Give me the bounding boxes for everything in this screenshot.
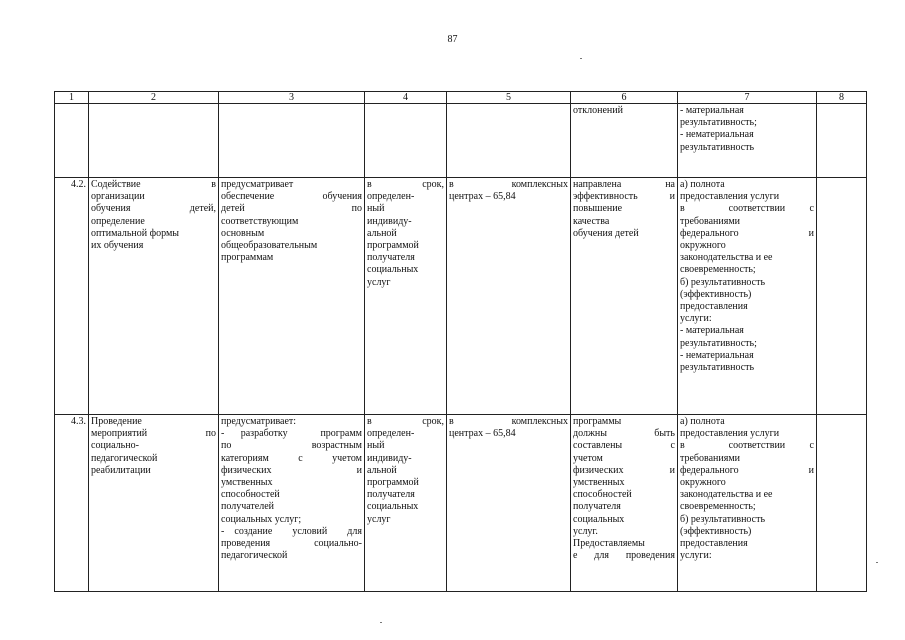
cell-line: оптимальной формы — [91, 227, 179, 239]
cell-line: требованиями — [680, 215, 741, 227]
cell-line: е для проведения — [573, 550, 675, 562]
cell-line: услуги: — [680, 550, 712, 562]
header-col-6: 6 — [571, 92, 678, 104]
cell-line: услуг — [367, 513, 391, 525]
header-col-7: 7 — [678, 92, 817, 104]
cell-line: - нематериальная — [680, 129, 754, 141]
cell-line: должны быть — [573, 428, 675, 440]
cell-description — [219, 104, 365, 178]
cell-line: а) полнота — [680, 416, 725, 427]
header-col-1: 1 — [55, 92, 89, 104]
cell-line: получателя — [367, 489, 415, 501]
cell-line: окружного — [680, 240, 726, 252]
cell-line: педагогической — [91, 452, 158, 464]
cell-line: предоставления — [680, 538, 748, 550]
cell-line: составлены с — [573, 440, 675, 452]
cell-line: б) результативность — [680, 276, 766, 288]
cell-line: качества — [573, 215, 610, 227]
cell-num: 4.2. — [55, 178, 89, 415]
cell-line: способностей — [573, 489, 632, 501]
cell-line: получателя — [573, 501, 621, 513]
cell-line: социально- — [91, 440, 139, 452]
cell-line: центрах – 65,84 — [449, 428, 516, 440]
cell-line: - материальная — [680, 105, 744, 116]
cell-line: результативность; — [680, 117, 757, 129]
cell-line: детей по — [221, 203, 362, 215]
cell-service-name — [89, 415, 219, 592]
cell-line: предоставления — [680, 301, 748, 313]
cell-line: социальных — [367, 264, 419, 276]
cell-col-8 — [817, 178, 867, 415]
header-col-5: 5 — [447, 92, 571, 104]
cell-line: услуги: — [680, 313, 712, 325]
cell-line: - разработку программ — [221, 428, 362, 440]
cell-line: (эффективность) — [680, 525, 752, 537]
cell-term — [365, 104, 447, 178]
cell-line: обучения детей — [573, 227, 639, 239]
cell-line: соответствующим — [221, 215, 299, 227]
cell-line: а) полнота — [680, 179, 725, 190]
cell-line: в соответствии с — [680, 203, 814, 215]
cell-line: в комплексных — [449, 416, 568, 427]
cell-line: программой — [367, 477, 419, 489]
cell-line: Проведение — [91, 416, 142, 427]
cell-line: определен- — [367, 428, 415, 440]
table-row-4-2 — [55, 178, 867, 415]
cell-tariff — [447, 415, 571, 592]
cell-line: Содействие в — [91, 179, 216, 190]
cell-line: программам — [221, 252, 274, 264]
cell-line: социальных — [573, 513, 625, 525]
cell-line: в срок, — [367, 179, 444, 190]
cell-line: законодательства и ее — [680, 489, 773, 501]
cell-description — [219, 178, 365, 415]
cell-line: предоставления услуги — [680, 428, 780, 440]
header-col-2: 2 — [89, 92, 219, 104]
services-table — [54, 91, 867, 592]
cell-line: требованиями — [680, 452, 741, 464]
cell-term — [365, 178, 447, 415]
cell-line: отклонений — [573, 105, 623, 116]
cell-line: педагогической — [221, 550, 288, 562]
scan-speck — [580, 58, 582, 59]
cell-line: предусматривает: — [221, 416, 297, 427]
cell-line: результативность — [680, 362, 755, 374]
cell-col-8 — [817, 415, 867, 592]
cell-line: Предоставляемы — [573, 538, 645, 550]
cell-line: физических и — [573, 464, 675, 476]
header-row — [55, 92, 867, 104]
cell-num — [55, 104, 89, 178]
cell-line: определен- — [367, 191, 415, 203]
cell-line: основным — [221, 227, 265, 239]
cell-line: физических и — [221, 464, 362, 476]
cell-service-name — [89, 178, 219, 415]
page-number: 87 — [447, 34, 458, 45]
scan-speck — [380, 622, 382, 623]
cell-line: проведения социально- — [221, 538, 362, 550]
table-row-4-3 — [55, 415, 867, 592]
cell-line: федерального и — [680, 227, 814, 239]
cell-line: альной — [367, 227, 397, 239]
cell-line: законодательства и ее — [680, 252, 773, 264]
cell-line: услуг — [367, 276, 391, 288]
header-col-3: 3 — [219, 92, 365, 104]
cell-quality-indicators — [678, 178, 817, 415]
table-row-continuation — [55, 104, 867, 178]
cell-line: федерального и — [680, 464, 814, 476]
cell-line: - создание условий для — [221, 525, 362, 537]
cell-quality-indicators — [678, 415, 817, 592]
cell-line: общеобразовательным — [221, 240, 318, 252]
cell-conditions — [571, 104, 678, 178]
cell-line: учетом — [573, 452, 603, 464]
cell-term — [365, 415, 447, 592]
cell-line: окружного — [680, 477, 726, 489]
cell-line: социальных услуг; — [221, 513, 302, 525]
cell-line: - материальная — [680, 325, 744, 337]
scan-speck — [876, 562, 878, 563]
cell-line: организации — [91, 191, 145, 203]
cell-num: 4.3. — [55, 415, 89, 592]
cell-conditions — [571, 415, 678, 592]
cell-line: получателя — [367, 252, 415, 264]
cell-line: своевременность; — [680, 501, 756, 513]
cell-line: категориям с учетом — [221, 452, 362, 464]
cell-line: услуг. — [573, 525, 598, 537]
cell-line: умственных — [221, 477, 273, 489]
cell-line: их обучения — [91, 240, 144, 252]
cell-line: умственных — [573, 477, 625, 489]
cell-line: социальных — [367, 501, 419, 513]
header-col-8: 8 — [817, 92, 867, 104]
cell-line: эффективность и — [573, 191, 675, 203]
cell-line: индивиду- — [367, 452, 412, 464]
cell-line: обеспечение обучения — [221, 191, 362, 203]
cell-line: по возрастным — [221, 440, 362, 452]
cell-line: программы — [573, 416, 622, 427]
cell-line: альной — [367, 464, 397, 476]
cell-line: в срок, — [367, 416, 444, 427]
cell-line: предусматривает — [221, 179, 294, 190]
cell-line: индивиду- — [367, 215, 412, 227]
cell-line: результативность — [680, 141, 755, 153]
cell-conditions — [571, 178, 678, 415]
cell-line: б) результативность — [680, 513, 766, 525]
cell-line: результативность; — [680, 337, 757, 349]
cell-service-name — [89, 104, 219, 178]
cell-quality-indicators — [678, 104, 817, 178]
cell-line: ный — [367, 440, 385, 452]
cell-line: предоставления услуги — [680, 191, 780, 203]
cell-line: программой — [367, 240, 419, 252]
cell-line: - нематериальная — [680, 349, 754, 361]
cell-line: получателей — [221, 501, 275, 513]
cell-description — [219, 415, 365, 592]
cell-line: в соответствии с — [680, 440, 814, 452]
cell-tariff — [447, 178, 571, 415]
cell-col-8 — [817, 104, 867, 178]
cell-line: (эффективность) — [680, 288, 752, 300]
cell-line: способностей — [221, 489, 280, 501]
cell-line: мероприятий по — [91, 428, 216, 440]
cell-line: реабилитации — [91, 464, 151, 476]
header-col-4: 4 — [365, 92, 447, 104]
cell-line: повышение — [573, 203, 623, 215]
cell-line: в комплексных — [449, 179, 568, 190]
cell-line: центрах – 65,84 — [449, 191, 516, 203]
cell-line: своевременность; — [680, 264, 756, 276]
cell-line: ный — [367, 203, 385, 215]
cell-line: определение — [91, 215, 145, 227]
cell-line: направлена на — [573, 179, 675, 190]
cell-line: обучения детей, — [91, 203, 216, 215]
cell-tariff — [447, 104, 571, 178]
